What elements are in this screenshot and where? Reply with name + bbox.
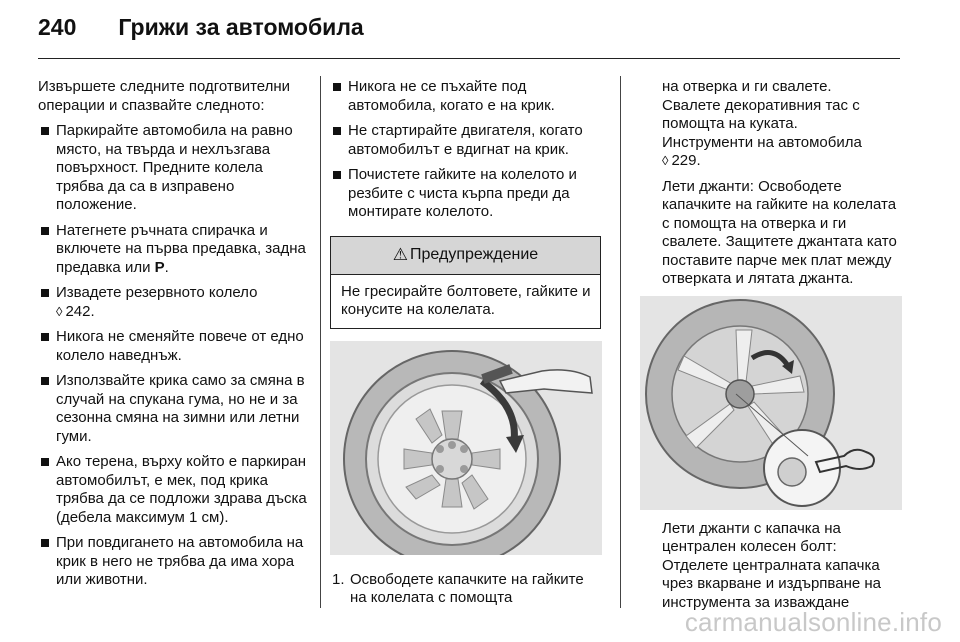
watermark: carmanualsonline.info [684, 607, 942, 637]
step-text: Освободете капачките на гайките на колелата с помощта [350, 570, 584, 606]
page-reference: 229. [671, 152, 701, 169]
reference-arrow-icon: ◊ [56, 303, 63, 319]
page-number: 240 [38, 14, 77, 40]
warning-heading: ⚠ Предупреждение [331, 237, 600, 275]
list-item: Никога не сменяйте повече от едно колело наведнъж. [38, 328, 310, 365]
list-item: Извадете резервното колело ◊ 242. [38, 284, 310, 321]
paragraph: на отверка и ги свалете. [662, 78, 832, 95]
column-middle [330, 78, 602, 608]
warning-box [330, 236, 601, 329]
warning-triangle-icon: ⚠ [392, 244, 409, 264]
column-divider [320, 76, 321, 608]
reference-arrow-icon: ◊ [662, 153, 669, 168]
wheel-cap-removal-illustration [330, 341, 602, 555]
bullet-icon [41, 227, 49, 235]
intro-text: Извършете следните подготвителни операции и спазвайте следното: [38, 78, 291, 114]
bullet-icon [41, 127, 49, 135]
paragraph: Свалете декоративния тас с помощта на куката. [662, 96, 860, 132]
list-item: Паркирайте автомобила на равно място, на твърда и нехлъзгава повърхност. Предните колела трябва да са в изправено положение. [38, 122, 310, 215]
bullet-icon [333, 171, 341, 179]
list-item: Натегнете ръчната спирачка и включете на първа предавка, задна предавка или P. [38, 222, 310, 278]
paragraph: Инструменти на автомобила ◊ 229. [662, 133, 862, 169]
bullet-icon [41, 539, 49, 547]
alloy-wheel-center-cap-illustration [640, 296, 902, 510]
list-item: Използвайте крика само за смяна в случай на спукана гума, но не и за сезонна смяна на зимни или летни гуми. [38, 372, 310, 446]
bullet-icon [41, 333, 49, 341]
bullet-icon [333, 127, 341, 135]
step-1 [330, 571, 602, 608]
bullet-icon [41, 377, 49, 385]
list-item: Почистете гайките на колелото и резбите с чиста кърпа преди да монтирате колелото. [330, 166, 602, 222]
warning-text: Не гресирайте болтовете, гайките и конусите на колелата. [341, 282, 591, 318]
bullet-icon [333, 83, 341, 91]
paragraph: Лети джанти с капачка на централен колесен болт: Отделете централната капачка чрез вкарване и издърпване на инструмента за изваждане [662, 519, 881, 611]
list-item: Не стартирайте двигателя, когато автомобилът е вдигнат на крик. [330, 122, 602, 159]
bullet-icon [41, 458, 49, 466]
paragraph: Лети джанти: Освободете капачките на гайките на колелата с помощта на отверка и ги свалете. Защитете джантата като поставите парче мек плат между отверката и лятата джанта. [662, 177, 897, 287]
step-number: 1. [332, 570, 345, 588]
page-header [38, 14, 364, 46]
list-item: При повдигането на автомобила на крик в него не трябва да има хора или животни. [38, 534, 310, 590]
column-divider [620, 76, 621, 608]
column-left [38, 78, 310, 597]
column-right [662, 78, 902, 619]
list-item: Ако терена, върху който е паркиран автомобилът, е мек, под крика трябва да се подложи здрава дъска (дебела максимум 1 см). [38, 453, 310, 527]
list-item: Никога не се пъхайте под автомобила, когато е на крик. [330, 78, 602, 115]
header-divider [38, 58, 900, 59]
page-title: Грижи за автомобила [118, 14, 364, 40]
page-reference: 242. [65, 302, 95, 320]
bullet-icon [41, 289, 49, 297]
